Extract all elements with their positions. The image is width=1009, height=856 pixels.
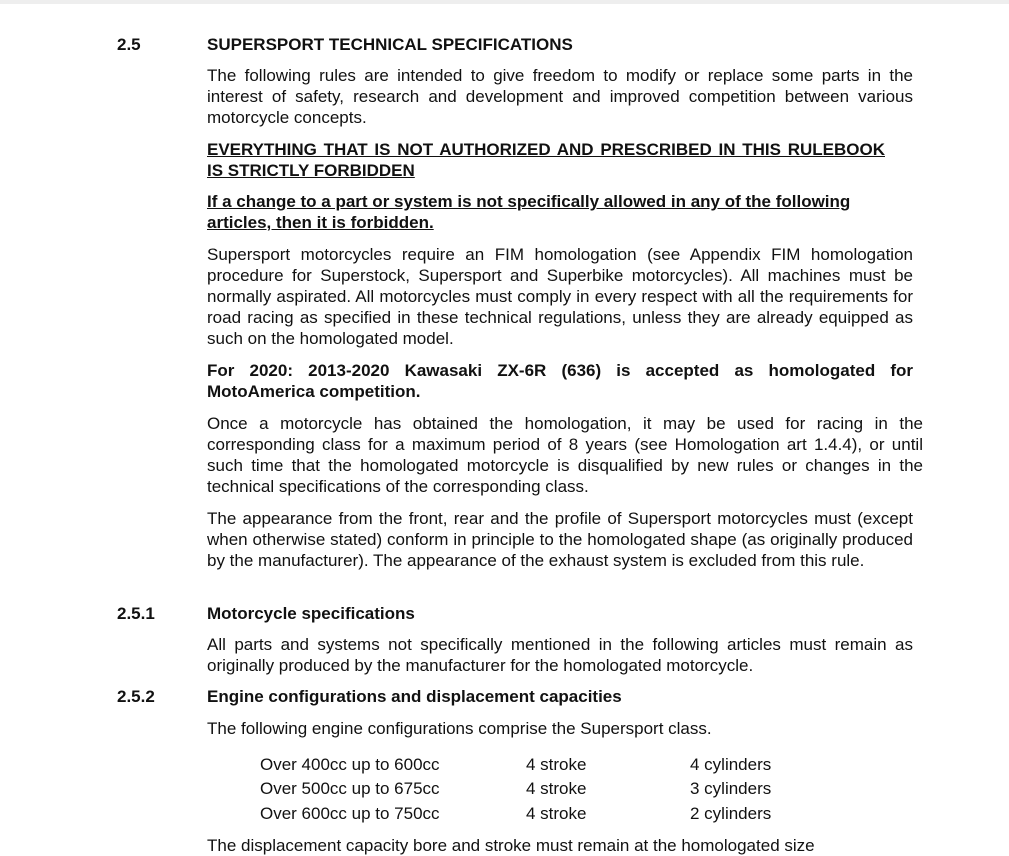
capacity-cell: Over 600cc up to 750cc <box>260 804 440 823</box>
appearance-paragraph: The appearance from the front, rear and the profile of Supersport motorcycles must (except when otherwise stated) conform in principle to the homologated shape (as originally produced by the manufacturer). The appearance of the exhaust system is excluded from this rule. <box>207 509 913 570</box>
capacity-cell: Over 400cc up to 600cc <box>260 755 440 774</box>
table-row <box>260 802 820 826</box>
stroke-cell: 4 stroke <box>526 779 587 798</box>
capacity-cell: Over 500cc up to 675cc <box>260 779 440 798</box>
table-row <box>260 753 820 777</box>
cutoff-text: The displacement capacity bore and stroke must remain at the homologated size <box>207 836 815 855</box>
cutoff-text-line <box>207 835 923 855</box>
intro-paragraph: The following rules are intended to give freedom to modify or replace some parts in the interest of safety, research and development and improved competition between various motorcycle concepts. <box>207 66 913 127</box>
forbidden-notice: EVERYTHING THAT IS NOT AUTHORIZED AND PRESCRIBED IN THIS RULEBOOK IS STRICTLY FORBIDDEN <box>207 140 885 180</box>
table-row <box>260 777 820 801</box>
subsection-text: All parts and systems not specifically mentioned in the following articles must remain as originally produced by the manufacturer for the homologated motorcycle. <box>207 635 913 675</box>
homologation-period-paragraph: Once a motorcycle has obtained the homologation, it may be used for racing in the corresponding class for a maximum period of 8 years (see Homologation art 1.4.4), or until such time that the homologated motorcycle is disqualified by new rules or changes in the technical specifications of the corresponding class. <box>207 414 923 496</box>
engine-intro-text: The following engine configurations comprise the Supersport class. <box>207 719 712 738</box>
kawasaki-notice: For 2020: 2013-2020 Kawasaki ZX-6R (636) is accepted as homologated for MotoAmerica competition. <box>207 361 913 401</box>
subsection-number: 2.5.1 <box>117 604 155 623</box>
subsection-title: Engine configurations and displacement capacities <box>207 687 622 706</box>
cylinders-cell: 4 cylinders <box>690 755 772 774</box>
subsection-title: Motorcycle specifications <box>207 604 415 623</box>
homologation-paragraph: Supersport motorcycles require an FIM homologation (see Appendix FIM homologation procedure for Superstock, Supersport and Superbike motorcycles). All machines must be normally aspirated. All motorcycles must comply in every respect with all the requirements for road racing as specified in these technical regulations, unless they are already equipped as such on the homologated model. <box>207 245 913 348</box>
change-forbidden-notice: If a change to a part or system is not specifically allowed in any of the following articles, then it is forbidden. <box>207 192 851 232</box>
page-top-edge <box>0 0 1009 4</box>
cylinders-cell: 3 cylinders <box>690 779 772 798</box>
section-title: SUPERSPORT TECHNICAL SPECIFICATIONS <box>207 35 573 54</box>
subsection-number: 2.5.2 <box>117 687 155 706</box>
section-number: 2.5 <box>117 35 141 54</box>
stroke-cell: 4 stroke <box>526 804 587 823</box>
stroke-cell: 4 stroke <box>526 755 587 774</box>
cylinders-cell: 2 cylinders <box>690 804 772 823</box>
